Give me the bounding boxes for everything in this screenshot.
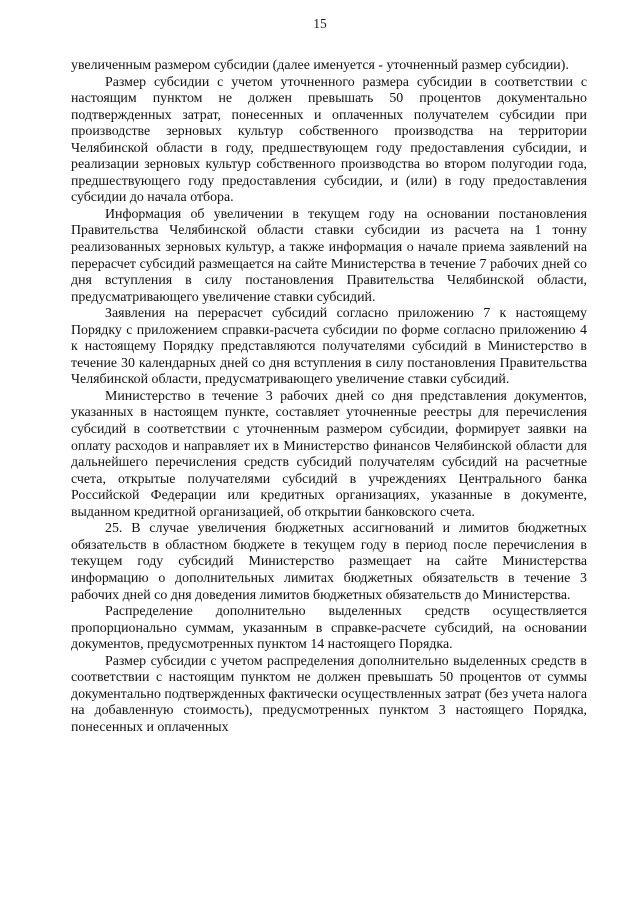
paragraph-continuation: увеличенным размером субсидии (далее именуется - уточненный размер субсидии). bbox=[71, 58, 569, 73]
paragraph: Информация об увеличении в текущем году на основании постановления Правительства Челябинской области ставки субсидии из расчета на 1 тонну реализованных зерновых культур, а также информация о начале приема заявлений на перерасчет субсидий размещается на сайте Министерства в течение 7 рабочих дней со дня вступления в силу постановления Правительства Челябинской области, предусматривающего увеличение ставки субсидий. bbox=[71, 206, 587, 305]
paragraph: Министерство в течение 3 рабочих дней со дня представления документов, указанных в настоящем пункте, составляет уточненные реестры для перечисления субсидий в соответствии с уточненным размером субсидии, формирует заявки на оплату расходов и направляет их в Министерство финансов Челябинской области для дальнейшего перечисления средств субсидий получателям субсидий на расчетные счета, открытые получателями субсидий в учреждениях Центрального банка Российской Федерации или кредитных организациях, указанные в документе, выданном кредитной организацией, об открытии банковского счета. bbox=[71, 388, 587, 520]
document-body bbox=[71, 58, 587, 736]
page-number: 15 bbox=[313, 16, 327, 31]
paragraph: Распределение дополнительно выделенных средств осуществляется пропорционально суммам, указанным в справке-расчете субсидий, на основании документов, предусмотренных пунктом 14 настоящего Порядка. bbox=[71, 604, 587, 653]
paragraph: Заявления на перерасчет субсидий согласно приложению 7 к настоящему Порядку с приложением справки-расчета субсидии по форме согласно приложению 4 к настоящему Порядку представляются получателями субсидий в Министерство в течение 30 календарных дней со дня вступления в силу постановления Правительства Челябинской области, предусматривающего увеличение ставки субсидий. bbox=[71, 306, 587, 388]
paragraph: Размер субсидии с учетом уточненного размера субсидии в соответствии с настоящим пунктом не должен превышать 50 процентов документально подтвержденных затрат, понесенных и оплаченных получателем субсидии при производстве зерновых культур собственного производства на территории Челябинской области в году, предшествующем году предоставления субсидии, и реализации зерновых культур собственного производства во втором полугодии года, предшествующего году предоставления субсидии, и (или) в году предоставления субсидии до начала отбора. bbox=[71, 74, 587, 206]
paragraph-clause-25: 25. В случае увеличения бюджетных ассигнований и лимитов бюджетных обязательств в областном бюджете в текущем году в период после перечисления в текущем году субсидий Министерство размещает на сайте Министерства информацию о дополнительных лимитах бюджетных обязательств в течение 3 рабочих дней со дня доведения лимитов бюджетных обязательств до Министерства. bbox=[71, 521, 587, 603]
paragraph: Размер субсидии с учетом распределения дополнительно выделенных средств в соответствии с настоящим пунктом не должен превышать 50 процентов от суммы документально подтвержденных фактически осуществленных затрат (без учета налога на добавленную стоимость), предусмотренных пунктом 3 настоящего Порядка, понесенных и оплаченных bbox=[71, 653, 587, 735]
